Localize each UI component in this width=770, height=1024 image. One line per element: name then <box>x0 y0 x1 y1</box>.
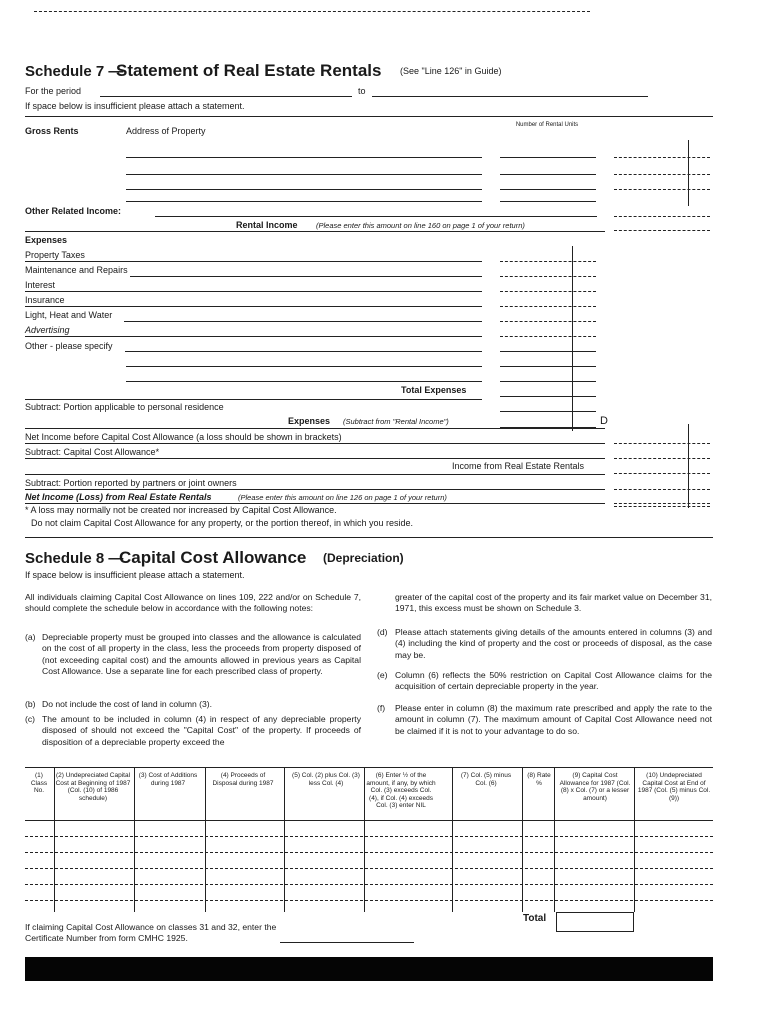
table-row[interactable] <box>25 836 713 837</box>
note-e: Column (6) reflects the 50% restriction on Capital Cost Allowance claims for the acquisition of certain depreciable property in the year. <box>395 670 712 692</box>
bottom-black-band <box>25 957 713 981</box>
note-a-marker: (a) <box>25 632 36 642</box>
period-from-field[interactable] <box>100 96 352 97</box>
note-d-marker: (d) <box>377 627 388 637</box>
expense-light-heat-water: Light, Heat and Water <box>25 310 113 320</box>
schedule-divider <box>25 537 713 538</box>
table-column-rule <box>54 768 55 912</box>
top-edge-rule <box>34 11 590 12</box>
rental-income-amount[interactable] <box>614 230 710 231</box>
rental-income-label: Rental Income <box>236 220 298 230</box>
subtract-cca-line[interactable] <box>25 458 605 459</box>
expenses-mark: D <box>600 415 608 427</box>
expense-line[interactable] <box>25 336 482 337</box>
total-expenses-amount[interactable] <box>500 396 596 397</box>
expense-other: Other - please specify <box>25 341 113 351</box>
note-a: Depreciable property must be grouped into classes and the allowance is calculated on the cost of all property in the class, less the proceeds from property disposed of (not exceeding capital cost) and the amounts allowed in previous years as Capital Cost Allowance. Use a separate line for each prescribed class of property. <box>42 632 361 676</box>
footnote-residence: Do not claim Capital Cost Allowance for any property, or the portion thereof, in which you reside. <box>31 518 414 528</box>
schedule7-title-ref: (See "Line 126" in Guide) <box>400 66 502 76</box>
schedule8-title-prefix: Schedule 8 — <box>25 550 124 567</box>
gross-rent-amount-line[interactable] <box>614 157 710 158</box>
divider <box>25 474 605 475</box>
rental-units-line[interactable] <box>500 189 596 190</box>
expense-amount[interactable] <box>500 276 596 277</box>
expense-line[interactable] <box>125 351 482 352</box>
other-related-income-label: Other Related Income: <box>25 206 122 216</box>
divider <box>25 116 713 117</box>
col-header-col6: (6) Enter ½ of the amount, if any, by which Col. (3) exceeds Col. (4), if Col. (4) exceeds Col. (3) enter NIL <box>366 772 436 809</box>
net-income-amount <box>614 506 710 507</box>
property-address-line[interactable] <box>126 201 482 202</box>
table-column-rule <box>284 768 285 912</box>
col-header-cca-1987: (9) Capital Cost Allowance for 1987 (Col. (8) x Col. (7) or a lesser amount) <box>559 772 631 802</box>
table-column-rule <box>205 768 206 912</box>
table-row[interactable] <box>25 900 713 901</box>
table-column-rule <box>364 768 365 912</box>
address-of-property-header: Address of Property <box>126 126 206 136</box>
divider <box>25 503 605 504</box>
total-label: Total <box>523 913 547 924</box>
subtract-partners-line[interactable] <box>25 489 605 490</box>
net-income-label: Net Income (Loss) from Real Estate Rentals <box>25 492 212 502</box>
expense-other-line[interactable] <box>126 381 482 382</box>
net-income-before-cca-amount[interactable] <box>614 443 710 444</box>
expense-amount[interactable] <box>500 321 596 322</box>
subtract-cca-amount[interactable] <box>614 458 710 459</box>
expenses-heading: Expenses <box>25 235 68 245</box>
col-header-rate: (8) Rate % <box>527 772 551 787</box>
note-c-continued: greater of the capital cost of the property and its fair market value on December 31, 1971, this excess must be shown on Schedule 3. <box>395 592 712 614</box>
for-period-label: For the period <box>25 86 82 96</box>
expense-line[interactable] <box>25 261 482 262</box>
to-label: to <box>358 86 366 96</box>
expense-line[interactable] <box>25 291 482 292</box>
rental-units-line[interactable] <box>500 201 596 202</box>
table-column-rule <box>522 768 523 912</box>
divider <box>25 443 605 444</box>
expense-interest: Interest <box>25 280 56 290</box>
expense-insurance: Insurance <box>25 295 65 305</box>
cents-divider <box>688 140 689 206</box>
expense-amount[interactable] <box>500 366 596 367</box>
schedule7-insufficient-note: If space below is insufficient please attach a statement. <box>25 101 245 111</box>
total-expenses-label: Total Expenses <box>401 385 467 395</box>
col-header-col5: (5) Col. (2) plus Col. (3) less Col. (4) <box>292 772 360 787</box>
col-header-class-no: (1) Class No. <box>30 772 48 794</box>
table-column-rule <box>452 768 453 912</box>
cents-divider <box>572 246 573 431</box>
gross-rent-amount-line[interactable] <box>614 189 710 190</box>
table-top-rule <box>25 767 713 768</box>
col-header-cost-additions: (3) Cost of Additions during 1987 <box>138 772 198 787</box>
expenses-label: Expenses <box>288 416 331 426</box>
note-b: Do not include the cost of land in column (3). <box>42 699 213 709</box>
cents-divider <box>688 424 689 508</box>
note-c: The amount to be included in column (4) in respect of any depreciable property disposed of should not exceed the "Capital Cost" of the property. If proceeds of disposition of a depreciable property exceed the <box>42 714 361 747</box>
note-c-marker: (c) <box>25 714 36 724</box>
subtract-personal-label: Subtract: Portion applicable to personal residence <box>25 402 224 412</box>
note-d: Please attach statements giving details of the amounts entered in columns (3) and (4) including the kind of property and the cost or proceeds of disposal, as the case may be. <box>395 627 712 660</box>
table-column-rule <box>634 768 635 912</box>
table-row[interactable] <box>25 868 713 869</box>
certificate-note: If claiming Capital Cost Allowance on classes 31 and 32, enter the Certificate Number from form CMHC 1925. <box>25 922 277 944</box>
col-header-ucc-beginning: (2) Undepreciated Capital Cost at Beginning of 1987 (Col. (10) of 1986 schedule) <box>55 772 131 802</box>
expense-amount[interactable] <box>500 306 596 307</box>
expense-amount[interactable] <box>500 261 596 262</box>
gross-rent-amount-line[interactable] <box>614 174 710 175</box>
subtract-personal-amount[interactable] <box>500 411 596 412</box>
col-header-proceeds-disposal: (4) Proceeds of Disposal during 1987 <box>212 772 274 787</box>
period-to-field[interactable] <box>372 96 648 97</box>
income-from-rentals-amount[interactable] <box>614 473 710 474</box>
rental-units-line[interactable] <box>500 174 596 175</box>
property-address-line[interactable] <box>126 157 482 158</box>
table-column-rule <box>554 768 555 912</box>
expense-line[interactable] <box>130 276 482 277</box>
table-column-rule <box>134 768 135 912</box>
note-f-marker: (f) <box>377 703 386 713</box>
net-income-before-cca-label: Net Income before Capital Cost Allowance (a loss should be shown in brackets) <box>25 432 342 442</box>
other-related-income-amount[interactable] <box>614 216 710 217</box>
note-e-marker: (e) <box>377 670 388 680</box>
expenses-note: (Subtract from "Rental Income") <box>343 417 449 426</box>
note-f: Please enter in column (8) the maximum rate prescribed and apply the rate to the amount in column (7). The maximum amount of Capital Cost Allowance need not be claimed if it is not to your advantage to do so. <box>395 703 712 736</box>
table-header-rule <box>25 820 713 821</box>
schedule7-title-prefix: Schedule 7 — <box>25 63 124 80</box>
subtract-partners-label: Subtract: Portion reported by partners or joint owners <box>25 478 237 488</box>
expense-maintenance: Maintenance and Repairs <box>25 265 128 275</box>
expense-amount[interactable] <box>500 336 596 337</box>
expense-line[interactable] <box>25 306 482 307</box>
schedule7-title: Statement of Real Estate Rentals <box>116 61 382 80</box>
subtract-partners-amount[interactable] <box>614 489 710 490</box>
expense-other-line[interactable] <box>126 366 482 367</box>
expense-amount[interactable] <box>500 291 596 292</box>
net-income-note: (Please enter this amount on line 126 on page 1 of your return) <box>238 493 447 502</box>
expense-property-taxes: Property Taxes <box>25 250 85 260</box>
footnote-loss: * A loss may normally not be created nor increased by Capital Cost Allowance. <box>25 505 337 515</box>
schedule8-intro: All individuals claiming Capital Cost Allowance on lines 109, 222 and/or on Schedule 7, should complete the schedule below in accordance with the following notes: <box>25 592 361 614</box>
divider <box>25 399 482 400</box>
note-b-marker: (b) <box>25 699 36 709</box>
divider <box>25 231 605 232</box>
expense-line[interactable] <box>124 321 482 322</box>
table-row[interactable] <box>25 852 713 853</box>
net-income-amount[interactable] <box>614 503 710 504</box>
property-address-line[interactable] <box>126 174 482 175</box>
schedule8-title-suffix: (Depreciation) <box>323 551 404 565</box>
gross-rents-heading: Gross Rents <box>25 126 79 136</box>
rental-units-header: Number of Rental Units <box>515 122 579 128</box>
expense-amount[interactable] <box>500 351 596 352</box>
other-related-income-line[interactable] <box>155 216 597 217</box>
rental-income-note: (Please enter this amount on line 160 on page 1 of your return) <box>316 221 525 230</box>
col-header-ucc-end: (10) Undepreciated Capital Cost at End of 1987 (Col. (5) minus Col. (9)) <box>637 772 711 802</box>
certificate-number-field[interactable] <box>280 942 414 943</box>
table-row[interactable] <box>25 884 713 885</box>
expense-advertising: Advertising <box>25 325 70 335</box>
divider <box>25 428 605 429</box>
schedule8-title: Capital Cost Allowance <box>119 548 307 567</box>
rental-units-line[interactable] <box>500 157 596 158</box>
subtract-cca-label: Subtract: Capital Cost Allowance* <box>25 447 160 457</box>
property-address-line[interactable] <box>126 189 482 190</box>
expense-amount[interactable] <box>500 381 596 382</box>
col-header-col7: (7) Col. (5) minus Col. (6) <box>460 772 512 787</box>
schedule8-insufficient-note: If space below is insufficient please attach a statement. <box>25 570 245 580</box>
income-from-rentals-label: Income from Real Estate Rentals <box>452 461 585 471</box>
total-cca-box[interactable] <box>556 912 634 932</box>
